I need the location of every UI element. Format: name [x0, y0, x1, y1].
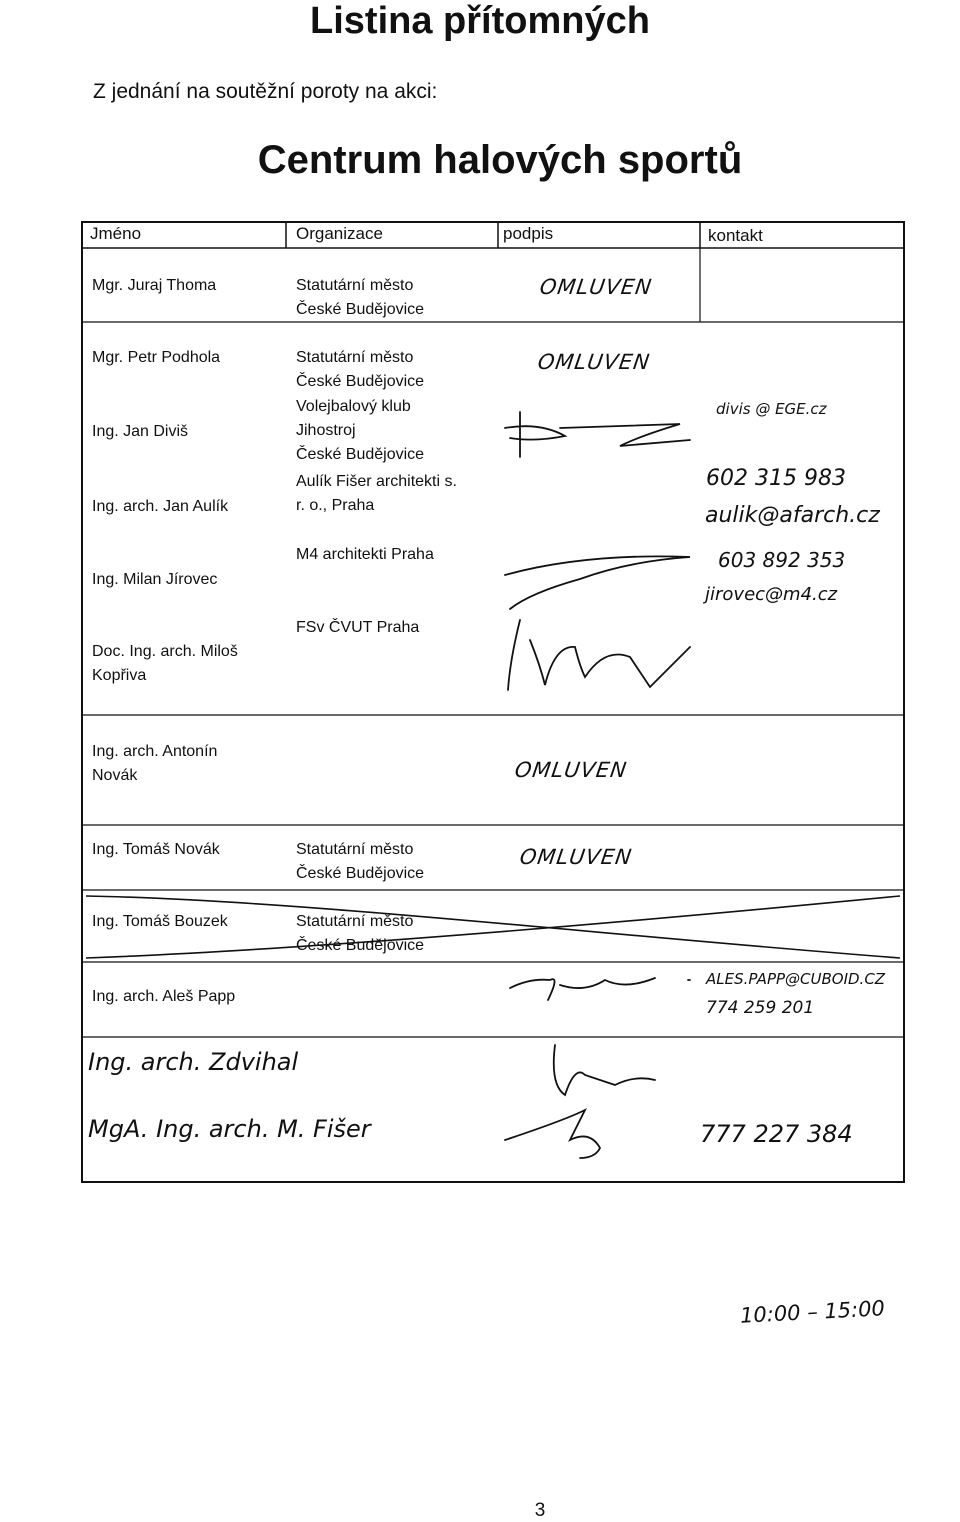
row-contact: ALES.PAPP@CUBOID.CZ	[706, 970, 886, 988]
row-organization: M4 architekti Praha	[296, 546, 434, 563]
row-name: Ing. Jan Diviš	[92, 423, 189, 440]
event-title: Centrum halových sportů	[257, 138, 743, 182]
row-name: Mgr. Juraj Thoma	[92, 277, 217, 294]
row-contact: aulik@afarch.cz	[705, 503, 880, 528]
page-number: 3	[534, 1500, 546, 1521]
row-signature: OMLUVEN	[518, 845, 634, 869]
row-contact: jirovec@m4.cz	[705, 584, 838, 605]
subtitle: Z jednání na soutěžní poroty na akci:	[93, 80, 438, 103]
row-organization: FSv ČVUT Praha	[296, 619, 420, 636]
row-name: Mgr. Petr Podhola	[92, 349, 221, 366]
row-name: MgA. Ing. arch. M. Fišer	[88, 1115, 371, 1143]
header-podpis: podpis	[503, 224, 554, 243]
row-name: Ing. Tomáš Bouzek	[92, 913, 228, 930]
row-name: Ing. arch. Antonín Novák	[92, 743, 218, 784]
row-organization: Statutární město České Budějovice	[296, 913, 425, 954]
row-organization: Aulík Fišer architekti s. r. o., Praha	[296, 473, 457, 514]
header-kontakt: kontakt	[708, 226, 763, 245]
row-organization: Statutární město České Budějovice	[296, 277, 425, 318]
row-contact: 603 892 353	[718, 548, 846, 572]
row-contact: 777 227 384	[700, 1120, 853, 1148]
header-organizace: Organizace	[296, 224, 383, 243]
row-organization: Statutární město České Budějovice	[296, 841, 425, 882]
row-name: Ing. arch. Jan Aulík	[92, 498, 229, 515]
handwritten-time: 10:00 – 15:00	[739, 1296, 886, 1328]
row-contact: 602 315 983	[706, 466, 846, 491]
row-contact: divis @ EGE.cz	[716, 400, 827, 418]
row-name: Ing. Tomáš Novák	[92, 841, 220, 858]
row-name: Ing. Milan Jírovec	[92, 571, 218, 588]
row-organization: Volejbalový klub Jihostroj České Budějovice	[296, 398, 425, 463]
row-contact: 774 259 201	[706, 998, 815, 1018]
row-signature: OMLUVEN	[536, 350, 652, 374]
row-name: Ing. arch. Aleš Papp	[92, 988, 236, 1005]
row-name: Doc. Ing. arch. Miloš Kopřiva	[92, 643, 238, 684]
row-signature: OMLUVEN	[538, 275, 654, 299]
header-jmeno: Jméno	[90, 224, 142, 243]
row-organization: Statutární město České Budějovice	[296, 349, 425, 390]
row-signature: OMLUVEN	[513, 758, 629, 782]
page-title: Listina přítomných	[310, 0, 650, 42]
row-name: Ing. arch. Zdvihal	[88, 1048, 299, 1076]
